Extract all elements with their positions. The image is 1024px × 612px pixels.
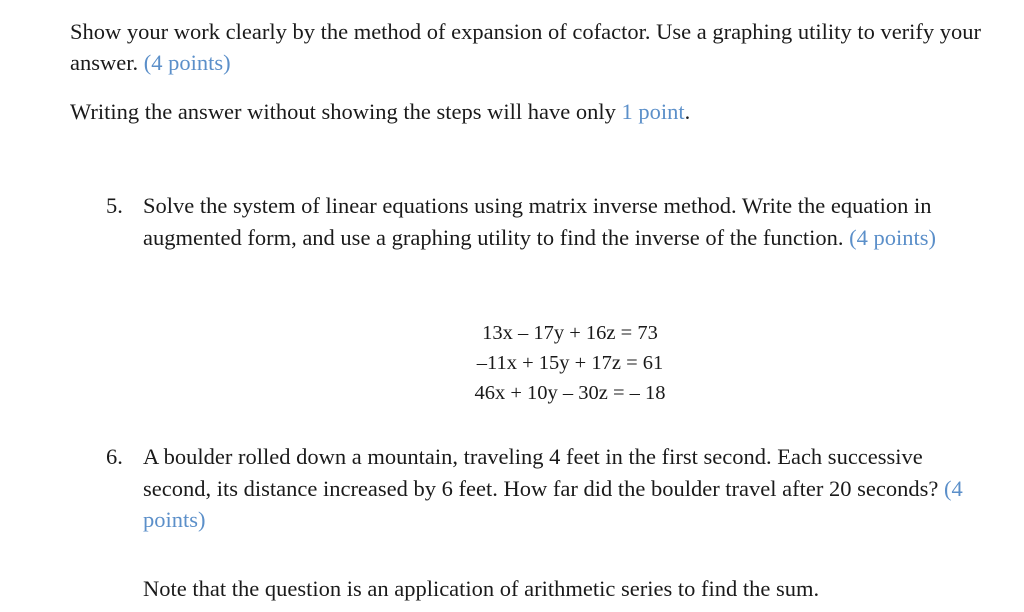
intro-steps-points: 1 point: [621, 99, 685, 124]
question-6-body: [143, 441, 993, 536]
question-6-number: 6.: [106, 444, 123, 469]
question-6-note: Note that the question is an application of arithmetic series to find the sum.: [143, 575, 820, 601]
intro-steps-note: [70, 96, 1010, 127]
intro-points-label: (4 points): [143, 50, 231, 75]
equation-2: –11x + 15y + 17z = 61: [476, 352, 664, 374]
intro-steps-period: .: [684, 99, 691, 124]
intro-instruction: [70, 16, 1010, 78]
question-5-points: (4 points): [849, 224, 936, 250]
intro-instruction-text: Show your work clearly by the method of expansion of cofactor. Use a graphing utility to verify your answer.: [70, 19, 982, 75]
intro-steps-note-text: Writing the answer without showing the steps will have only: [70, 99, 616, 124]
equation-1: 13x – 17y + 16z = 73: [482, 322, 658, 344]
question-5-number: 5.: [106, 193, 123, 218]
equation-system: [440, 318, 700, 408]
equation-3: 46x + 10y – 30z = – 18: [474, 382, 666, 404]
question-6-text: A boulder rolled down a mountain, traveling 4 feet in the first second. Each successive second, its distance increased by 6 feet. How far did the boulder travel after 20 seconds?: [143, 444, 939, 501]
question-5-text: Solve the system of linear equations using matrix inverse method. Write the equation in augmented form, and use a graphing utility to find the inverse of the function.: [143, 193, 932, 250]
question-5-body: [143, 190, 983, 253]
question-6-points: (4 points): [143, 475, 963, 532]
